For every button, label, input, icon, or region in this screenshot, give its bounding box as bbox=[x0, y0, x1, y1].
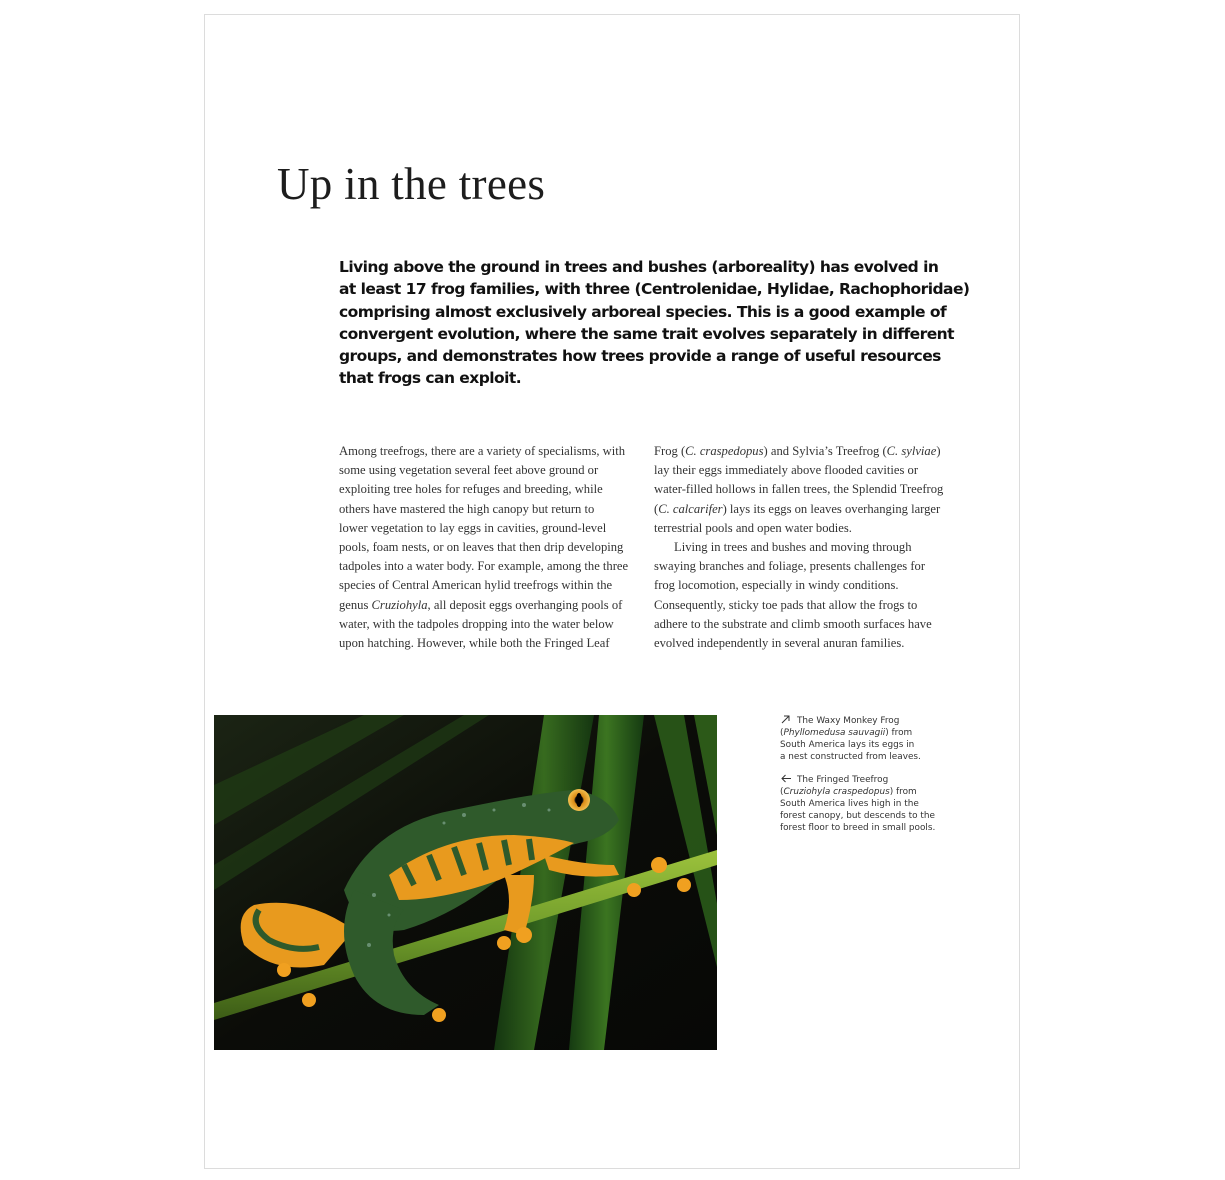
body-text: genus bbox=[339, 597, 372, 612]
body-line: lower vegetation to lay eggs in cavities, ground-level bbox=[339, 520, 607, 535]
page-title: Up in the trees bbox=[277, 159, 546, 209]
caption-line: South America lays its eggs in bbox=[780, 739, 915, 750]
caption-line: forest canopy, but descends to the bbox=[780, 810, 935, 821]
arrow-up-right-icon bbox=[780, 715, 794, 724]
intro-paragraph bbox=[339, 256, 970, 390]
body-line bbox=[339, 596, 639, 615]
frog-pupil bbox=[576, 793, 582, 807]
frog-photo bbox=[214, 715, 717, 1050]
body-line: some using vegetation several feet above ground or bbox=[339, 463, 599, 478]
toe-pad bbox=[497, 936, 511, 950]
body-text: ) bbox=[936, 444, 941, 458]
body-line bbox=[654, 500, 954, 519]
caption-line bbox=[780, 787, 940, 799]
body-text: ) and Sylvia’s Treefrog ( bbox=[763, 444, 887, 458]
intro-line: Living above the ground in trees and bushes (arboreality) has evolved in bbox=[339, 258, 939, 276]
body-line: evolved independently in several anuran families. bbox=[654, 636, 905, 651]
intro-line: convergent evolution, where the same trait evolves separately in different bbox=[339, 324, 955, 343]
caption-text: The Waxy Monkey Frog bbox=[797, 716, 900, 726]
intro-line: that frogs can exploit. bbox=[339, 369, 522, 388]
body-line: water-filled hollows in fallen trees, the Splendid Treefrog bbox=[654, 482, 944, 497]
photo-caption-2 bbox=[780, 774, 940, 835]
species-name: Cruziohyla craspedopus bbox=[783, 786, 890, 797]
body-line: frog locomotion, especially in windy conditions. bbox=[654, 578, 899, 593]
frog-illustration bbox=[214, 715, 717, 1050]
body-line: Among treefrogs, there are a variety of specialisms, with bbox=[339, 444, 626, 458]
body-line: exploiting tree holes for refuges and breeding, while bbox=[339, 482, 603, 497]
toe-pad bbox=[432, 1008, 446, 1022]
caption-line: a nest constructed from leaves. bbox=[780, 751, 921, 762]
toe-pad bbox=[302, 993, 316, 1007]
body-column-left bbox=[339, 442, 639, 653]
toe-pad bbox=[651, 857, 667, 873]
body-line bbox=[654, 442, 954, 461]
body-line: swaying branches and foliage, presents challenges for bbox=[654, 559, 926, 574]
caption-line bbox=[780, 715, 940, 728]
caption-text: The Fringed Treefrog bbox=[797, 775, 889, 785]
body-line: water, with the tadpoles dropping into the water below bbox=[339, 616, 614, 631]
photo-caption-1 bbox=[780, 715, 940, 764]
body-line: tadpoles into a water body. For example, among the three bbox=[339, 559, 629, 574]
intro-line: groups, and demonstrates how trees provide a range of useful resources bbox=[339, 347, 941, 366]
body-line: species of Central American hylid treefrogs within the bbox=[339, 578, 613, 593]
body-column-right bbox=[654, 442, 954, 653]
body-line: others have mastered the high canopy but return to bbox=[339, 501, 595, 516]
species-name: Cruziohyla bbox=[371, 597, 428, 612]
toe-pad bbox=[277, 963, 291, 977]
body-line: Living in trees and bushes and moving through bbox=[674, 540, 912, 555]
toe-pad bbox=[677, 878, 691, 892]
caption-line: South America lives high in the bbox=[780, 798, 919, 809]
body-line: pools, foam nests, or on leaves that then drip developing bbox=[339, 540, 624, 555]
body-line: terrestrial pools and open water bodies. bbox=[654, 520, 852, 535]
caption-text: ( bbox=[780, 786, 784, 797]
body-line: lay their eggs immediately above flooded cavities or bbox=[654, 463, 919, 478]
caption-text: ( bbox=[780, 727, 784, 738]
body-text: Frog ( bbox=[654, 444, 686, 458]
species-name: C. sylviae bbox=[886, 444, 937, 458]
species-name: Phyllomedusa sauvagii bbox=[783, 727, 886, 738]
species-name: C. craspedopus bbox=[685, 444, 764, 458]
intro-line: comprising almost exclusively arboreal species. This is a good example of bbox=[339, 302, 947, 321]
arrow-left-icon bbox=[780, 774, 794, 783]
caption-text: ) from bbox=[885, 727, 913, 738]
body-text: ) lays its eggs on leaves overhanging larger bbox=[722, 501, 941, 516]
species-name: C. calcarifer bbox=[658, 501, 723, 516]
toe-pad bbox=[627, 883, 641, 897]
body-line: adhere to the substrate and climb smooth surfaces have bbox=[654, 616, 932, 631]
caption-line bbox=[780, 774, 940, 787]
body-line: upon hatching. However, while both the Fringed Leaf bbox=[339, 636, 610, 651]
intro-line: at least 17 frog families, with three (Centrolenidae, Hylidae, Rachophoridae) bbox=[339, 280, 970, 299]
caption-text: ) from bbox=[889, 786, 917, 797]
body-line: Consequently, sticky toe pads that allow the frogs to bbox=[654, 597, 918, 612]
caption-line: forest floor to breed in small pools. bbox=[780, 822, 936, 833]
toe-pad bbox=[516, 927, 532, 943]
body-text: , all deposit eggs overhanging pools of bbox=[427, 597, 623, 612]
body-text: ( bbox=[654, 501, 659, 516]
caption-line bbox=[780, 728, 940, 740]
